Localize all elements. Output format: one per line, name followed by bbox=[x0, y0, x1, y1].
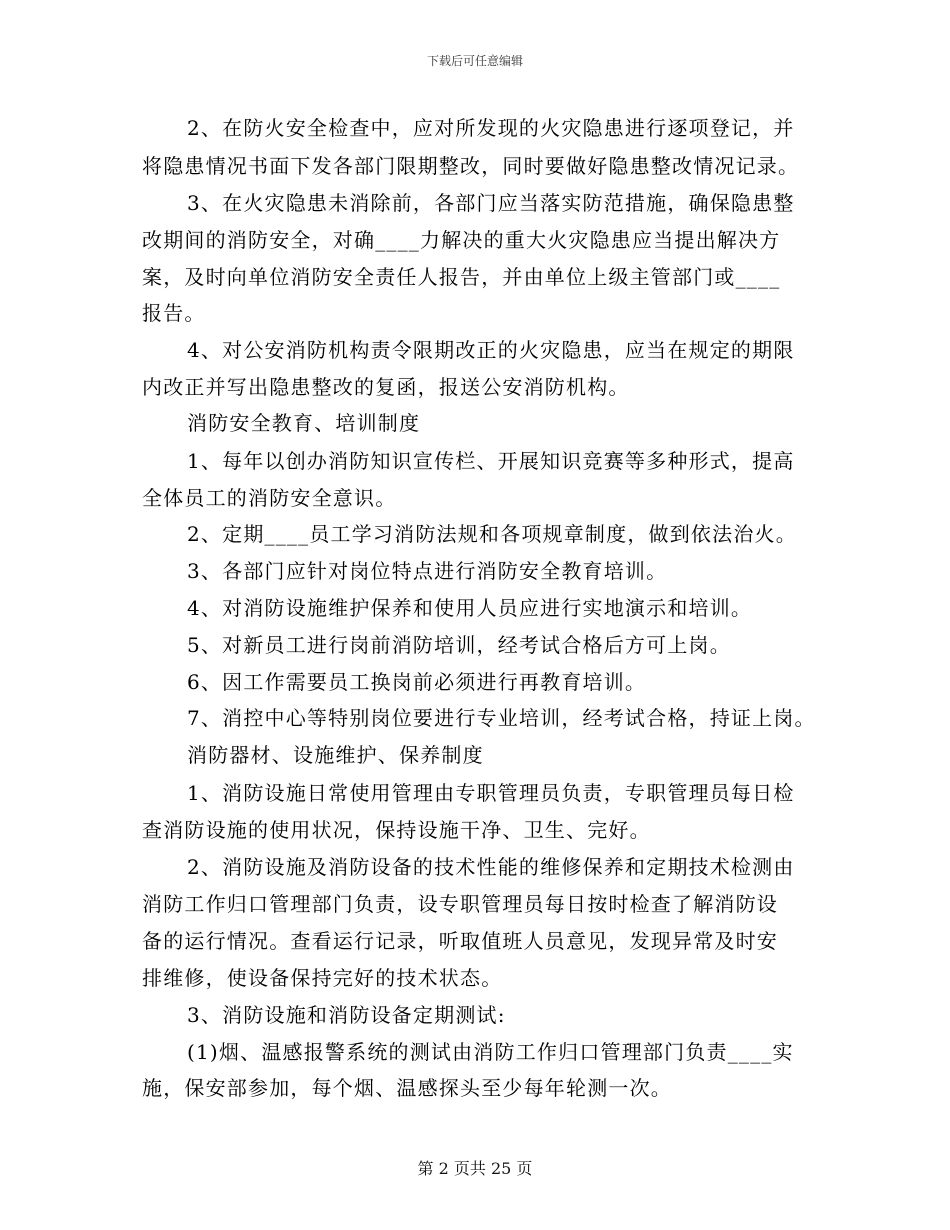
paragraph-line: 施，保安部参加，每个烟、温感探头至少每年轮测一次。 bbox=[142, 1076, 672, 1100]
paragraph-line: 全体员工的消防安全意识。 bbox=[142, 486, 397, 510]
paragraph-line: 消防工作归口管理部门负责，设专职管理员每日按时检查了解消防设 bbox=[142, 892, 778, 916]
paragraph-line: 案，及时向单位消防安全责任人报告，并由单位上级主管部门或____ bbox=[142, 265, 781, 289]
paragraph-line: 3、在火灾隐患未消除前，各部门应当落实防范措施，确保隐患整 bbox=[187, 191, 795, 215]
paragraph-line: 改期间的消防安全，对确____力解决的重大火灾隐患应当提出解决方 bbox=[142, 228, 781, 252]
paragraph-line: 2、在防火安全检查中，应对所发现的火灾隐患进行逐项登记，并 bbox=[187, 116, 795, 140]
paragraph-line: 4、对消防设施维护保养和使用人员应进行实地演示和培训。 bbox=[187, 596, 753, 620]
paragraph-line: 排维修，使设备保持完好的技术状态。 bbox=[142, 966, 503, 990]
paragraph-line: 2、消防设施及消防设备的技术性能的维修保养和定期技术检测由 bbox=[187, 855, 795, 879]
paragraph-line: 查消防设施的使用状况，保持设施干净、卫生、完好。 bbox=[142, 818, 651, 842]
paragraph-line: 将隐患情况书面下发各部门限期整改，同时要做好隐患整改情况记录。 bbox=[142, 154, 800, 178]
paragraph-line: 7、消控中心等特别岗位要进行专业培训，经考试合格，持证上岗。 bbox=[187, 706, 816, 730]
section-heading: 消防器材、设施维护、保养制度 bbox=[187, 743, 484, 767]
paragraph-line: 6、因工作需要员工换岗前必须进行再教育培训。 bbox=[187, 670, 647, 694]
paragraph-line: 报告。 bbox=[142, 301, 206, 325]
section-heading: 消防安全教育、培训制度 bbox=[187, 411, 421, 435]
paragraph-line: 备的运行情况。查看运行记录，听取值班人员意见，发现异常及时安 bbox=[142, 929, 778, 953]
paragraph-line: 1、每年以创办消防知识宣传栏、开展知识竞赛等多种形式，提高 bbox=[187, 449, 795, 473]
paragraph-line: 1、消防设施日常使用管理由专职管理员负责，专职管理员每日检 bbox=[187, 781, 795, 805]
page-header: 下载后可任意编辑 bbox=[426, 54, 523, 68]
paragraph-line: 5、对新员工进行岗前消防培训，经考试合格后方可上岗。 bbox=[187, 633, 731, 657]
paragraph-line: 内改正并写出隐患整改的复函，报送公安消防机构。 bbox=[142, 375, 630, 399]
paragraph-line: 3、各部门应针对岗位特点进行消防安全教育培训。 bbox=[187, 559, 668, 583]
paragraph-line: 4、对公安消防机构责令限期改正的火灾隐患，应当在规定的期限 bbox=[187, 338, 795, 362]
paragraph-line: (1)烟、温感报警系统的测试由消防工作归口管理部门负责____实 bbox=[187, 1040, 794, 1064]
paragraph-line: 3、消防设施和消防设备定期测试: bbox=[187, 1003, 506, 1027]
paragraph-line: 2、定期____员工学习消防法规和各项规章制度，做到依法治火。 bbox=[187, 522, 797, 546]
page-footer: 第 2 页共 25 页 bbox=[417, 1159, 533, 1178]
